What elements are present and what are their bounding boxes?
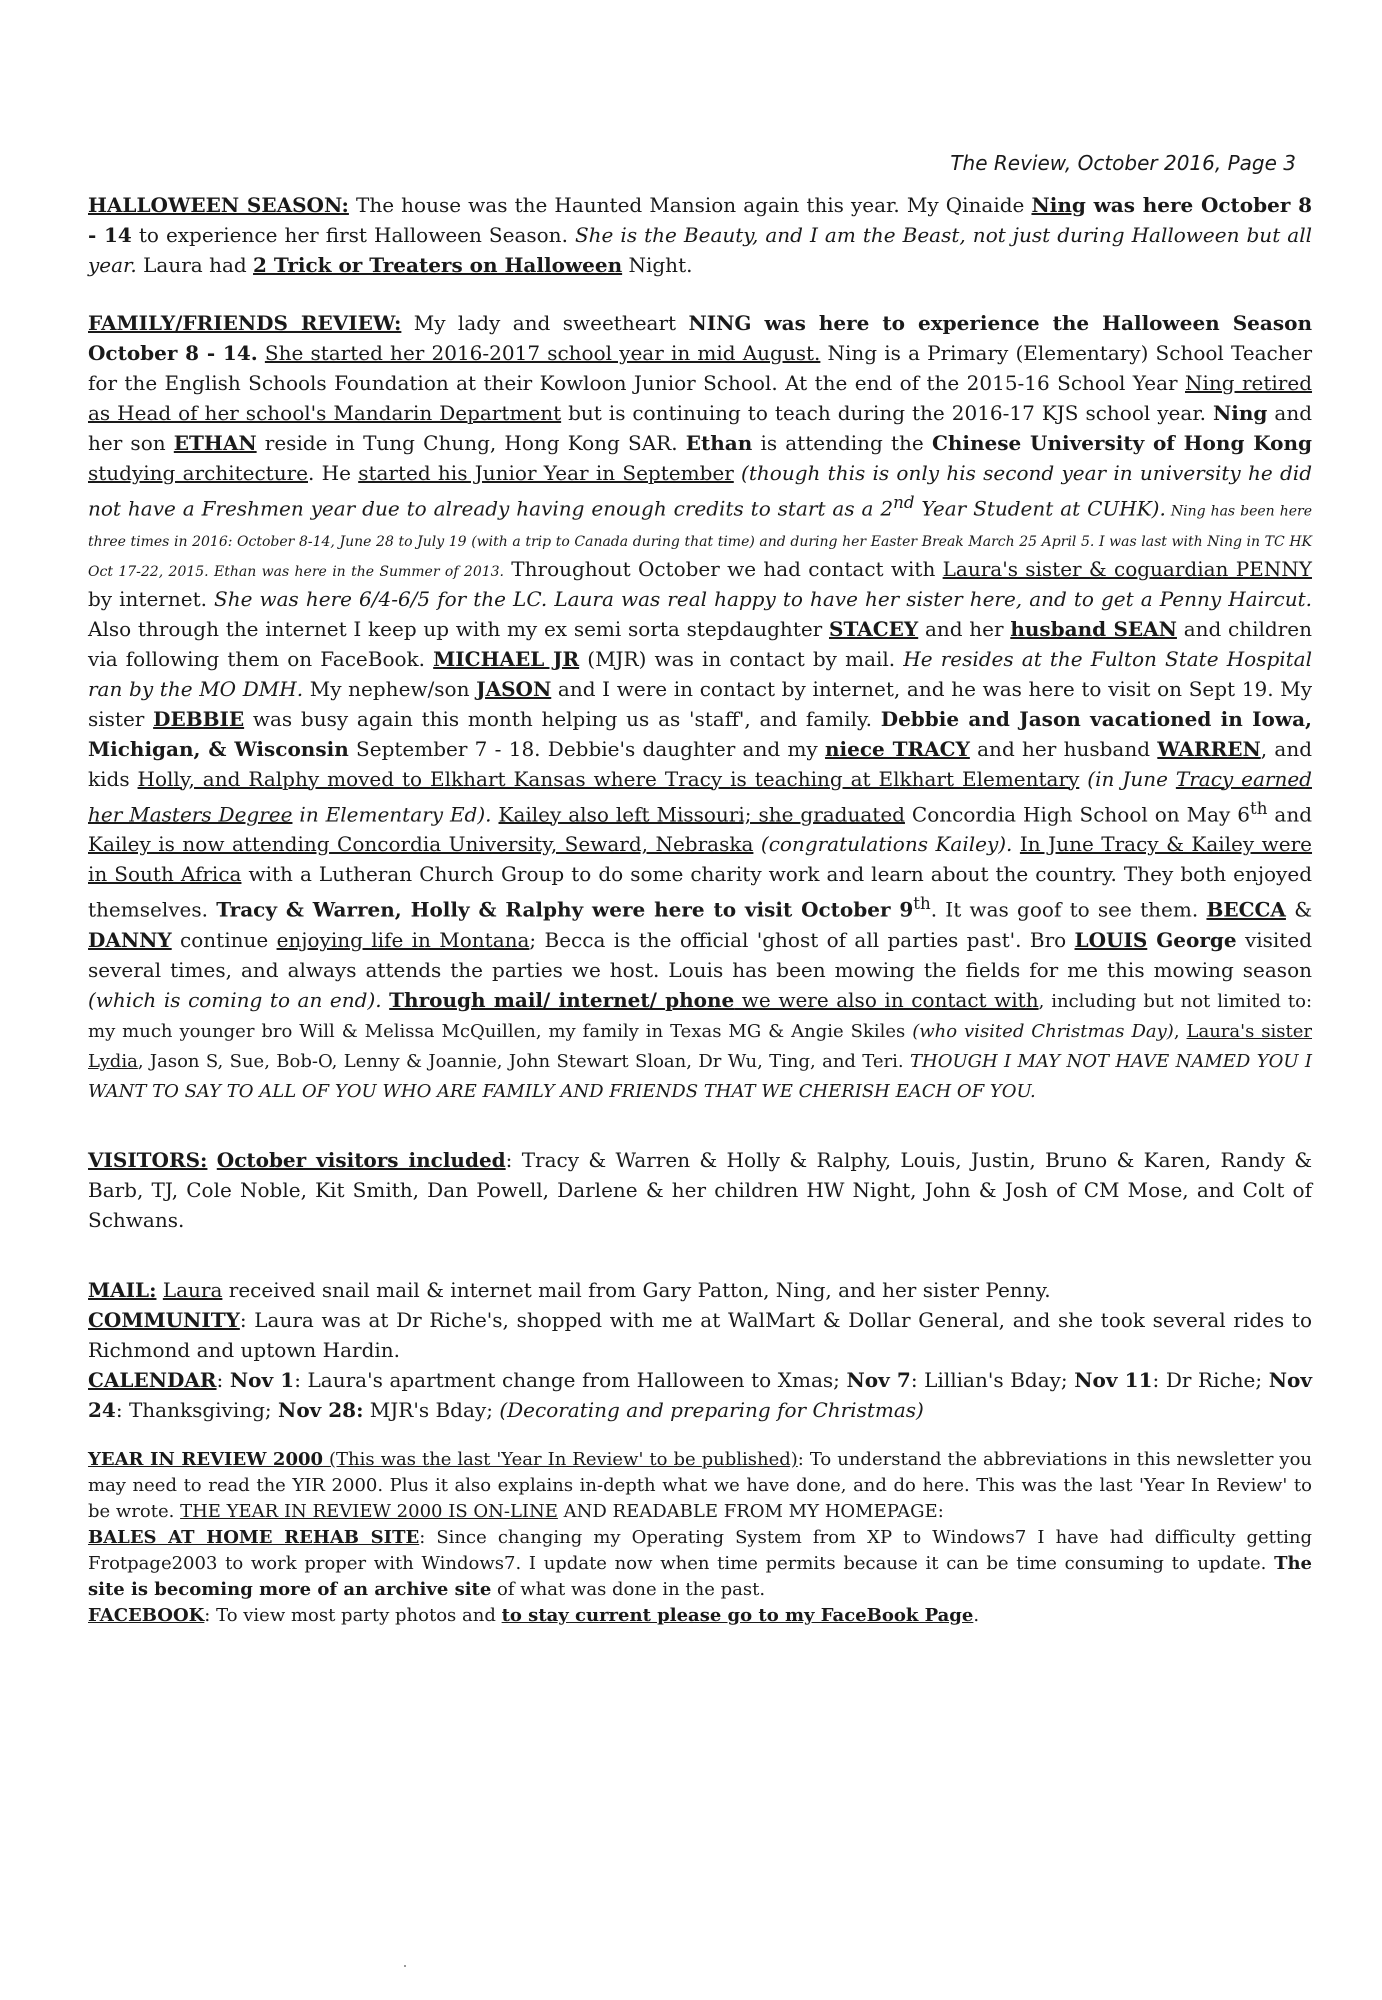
facebook-section: FACEBOOK: To view most party photos and to stay current please go to my FaceBook Page. [88, 1604, 980, 1626]
halloween-section: HALLOWEEN SEASON: The house was the Haunted Mansion again this year. My Qinaide Ning was here October 8 - 14 to experience her first Halloween Season. She is the Beauty, and I am the Beast, not just during Halloween but all year. Laura had 2 Trick or Treaters on Halloween Night. [88, 193, 1313, 277]
mail-section: MAIL: Laura received snail mail & internet mail from Gary Patton, Ning, and her sister Penny. [88, 1277, 1051, 1302]
page-header: The Review, October 2016, Page 3 [950, 151, 1296, 175]
community-heading: COMMUNITY [88, 1307, 240, 1332]
family-heading: FAMILY/FRIENDS REVIEW: [88, 311, 402, 335]
facebook-page-link[interactable]: to stay current please go to my FaceBook Page [501, 1604, 974, 1626]
calendar-section: CALENDAR: Nov 1: Laura's apartment change from Halloween to Xmas; Nov 7: Lillian's Bday; Nov 11: Dr Riche; Nov 24: Thanksgiving; Nov 28: MJR's Bday; (Decorating and preparing for Christmas) [88, 1367, 1312, 1422]
visitors-section: VISITORS: October visitors included: Tracy & Warren & Holly & Ralphy, Louis, Justin, Bruno & Karen, Randy & Barb, TJ, Cole Noble, Kit Smith, Dan Powell, Darlene & her children HW Night, John & Josh of CM Mose, and Colt of Schwans. [88, 1147, 1313, 1232]
bales-heading: BALES AT HOME REHAB SITE [88, 1526, 420, 1548]
yir-section: YEAR IN REVIEW 2000 (This was the last 'Year In Review' to be published): To understand the abbreviations in this newsletter you may need to read the YIR 2000. Plus it also explains in-depth what we have done, and do here. This was the last 'Year In Review' to be wrote. THE YEAR IN REVIEW 2000 IS ON-LINE AND READABLE FROM MY HOMEPAGE: [88, 1448, 1313, 1522]
halloween-heading: HALLOWEEN SEASON: [88, 193, 349, 217]
family-friends-section: FAMILY/FRIENDS REVIEW: My lady and sweetheart NING was here to experience the Halloween Season October 8 - 14. She started her 2016-2017 school year in mid August. Ning is a Primary (Elementary) School Teacher for the English Schools Foundation at their Kowloon Junior School. At the end of the 2015-16 School Year Ning retired as Head of her school's Mandarin Department but is continuing to teach during the 2016-17 KJS school year. Ning and her son ETHAN reside in Tung Chung, Hong Kong SAR. Ethan is attending the Chinese University of Hong Kong studying architecture. He started his Junior Year in September (though this is only his second year in university he did not have a Freshmen year due to already having enough credits to start as a 2nd Year Student at CUHK). Ning has been here three times in 2016: October 8-14, June 28 to July 19 (with a trip to Canada during that time) and during her Easter Break March 25 April 5. I was last with Ning in TC HK Oct 17-22, 2015. Ethan was here in the Summer of 2013. Throughout October we had contact with Laura's sister & coguardian PENNY by internet. She was here 6/4-6/5 for the LC. Laura was real happy to have her sister here, and to get a Penny Haircut. Also through the internet I keep up with my ex semi sorta stepdaughter STACEY and her husband SEAN and children via following them on FaceBook. MICHAEL JR (MJR) was in contact by mail. He resides at the Fulton State Hospital ran by the MO DMH. My nephew/son JASON and I were in contact by internet, and he was here to visit on Sept 19. My sister DEBBIE was busy again this month helping us as 'staff', and family. Debbie and Jason vacationed in Iowa, Michigan, & Wisconsin September 7 - 18. Debbie's daughter and my niece TRACY and her husband WARREN, and kids Holly, and Ralphy moved to Elkhart Kansas where Tracy is teaching at Elkhart Elementary (in June Tracy earned her Masters Degree in Elementary Ed). Kailey also left Missouri; she graduated Concordia High School on May 6th and Kailey is now attending Concordia University, Seward, Nebraska (congratulations Kailey). In June Tracy & Kailey were in South Africa with a Lutheran Church Group to do some charity work and learn about the country. They both enjoyed themselves. Tracy & Warren, Holly & Ralphy were here to visit October 9th. It was goof to see them. BECCA & DANNY continue enjoying life in Montana; Becca is the official 'ghost of all parties past'. Bro LOUIS George visited several times, and always attends the parties we host. Louis has been mowing the fields for me this mowing season (which is coming to an end). Through mail/ internet/ phone we were also in contact with, including but not limited to: my much younger bro Will & Melissa McQuillen, my family in Texas MG & Angie Skiles (who visited Christmas Day), Laura's sister Lydia, Jason S, Sue, Bob-O, Lenny & Joannie, John Stewart Sloan, Dr Wu, Ting, and Teri. THOUGH I MAY NOT HAVE NAMED YOU I WANT TO SAY TO ALL OF YOU WHO ARE FAMILY AND FRIENDS THAT WE CHERISH EACH OF YOU. [88, 311, 1313, 1102]
mail-heading: MAIL: [88, 1277, 157, 1302]
yir-heading: YEAR IN REVIEW 2000 [88, 1448, 324, 1470]
yir-bales-facebook-block [88, 1447, 1312, 1629]
bales-section: BALES AT HOME REHAB SITE: Since changing my Operating System from XP to Windows7 I have had difficulty getting Frotpage2003 to work proper with Windows7. I update now when time permits because it can be time consuming to update. The site is becoming more of an archive site of what was done in the past. [88, 1526, 1312, 1600]
scan-speck [404, 1965, 406, 1967]
calendar-heading: CALENDAR [88, 1367, 217, 1392]
visitors-heading: VISITORS: [88, 1147, 208, 1172]
facebook-heading: FACEBOOK [88, 1604, 205, 1626]
community-section: COMMUNITY: Laura was at Dr Riche's, shopped with me at WalMart & Dollar General, and she took several rides to Richmond and uptown Hardin. [88, 1307, 1312, 1362]
